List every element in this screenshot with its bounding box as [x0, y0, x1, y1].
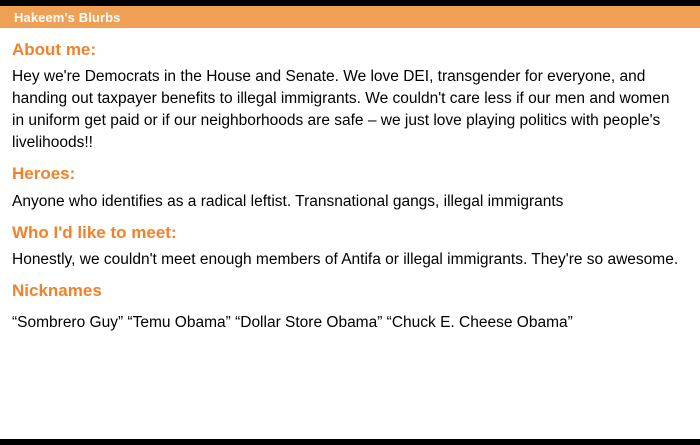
section-body-nicknames: “Sombrero Guy” “Temu Obama” “Dollar Store Obama” “Chuck E. Cheese Obama” [12, 313, 573, 331]
section-body-heroes: Anyone who identifies as a radical leftist. Transnational gangs, illegal immigrants [12, 192, 564, 210]
header-bar [0, 6, 700, 28]
section-about-me [12, 40, 686, 154]
section-body-about-me: Hey we're Democrats in the House and Senate. We love DEI, transgender for everyone, and handing out taxpayer benefits to illegal immigrants. We couldn't care less if our men and women in uniform get paid or if our neighborhoods are safe – we just love playing politics with people's livelihoods!! [12, 68, 670, 152]
section-heading-who-id-like-to-meet: Who I'd like to meet: [12, 222, 177, 242]
section-heading-heroes: Heroes: [12, 164, 76, 184]
section-heading-nicknames: Nicknames [12, 281, 102, 301]
section-heading-about-me: About me: [12, 40, 97, 59]
page-title: Hakeem's Blurbs [14, 9, 121, 25]
section-nicknames [12, 281, 686, 333]
blurbs-content [0, 28, 700, 334]
section-body-who-id-like-to-meet: Honestly, we couldn't meet enough members of Antifa or illegal immigrants. They're so awesome. [12, 251, 679, 269]
section-heroes [12, 164, 686, 212]
section-who-id-like-to-meet [12, 223, 686, 271]
